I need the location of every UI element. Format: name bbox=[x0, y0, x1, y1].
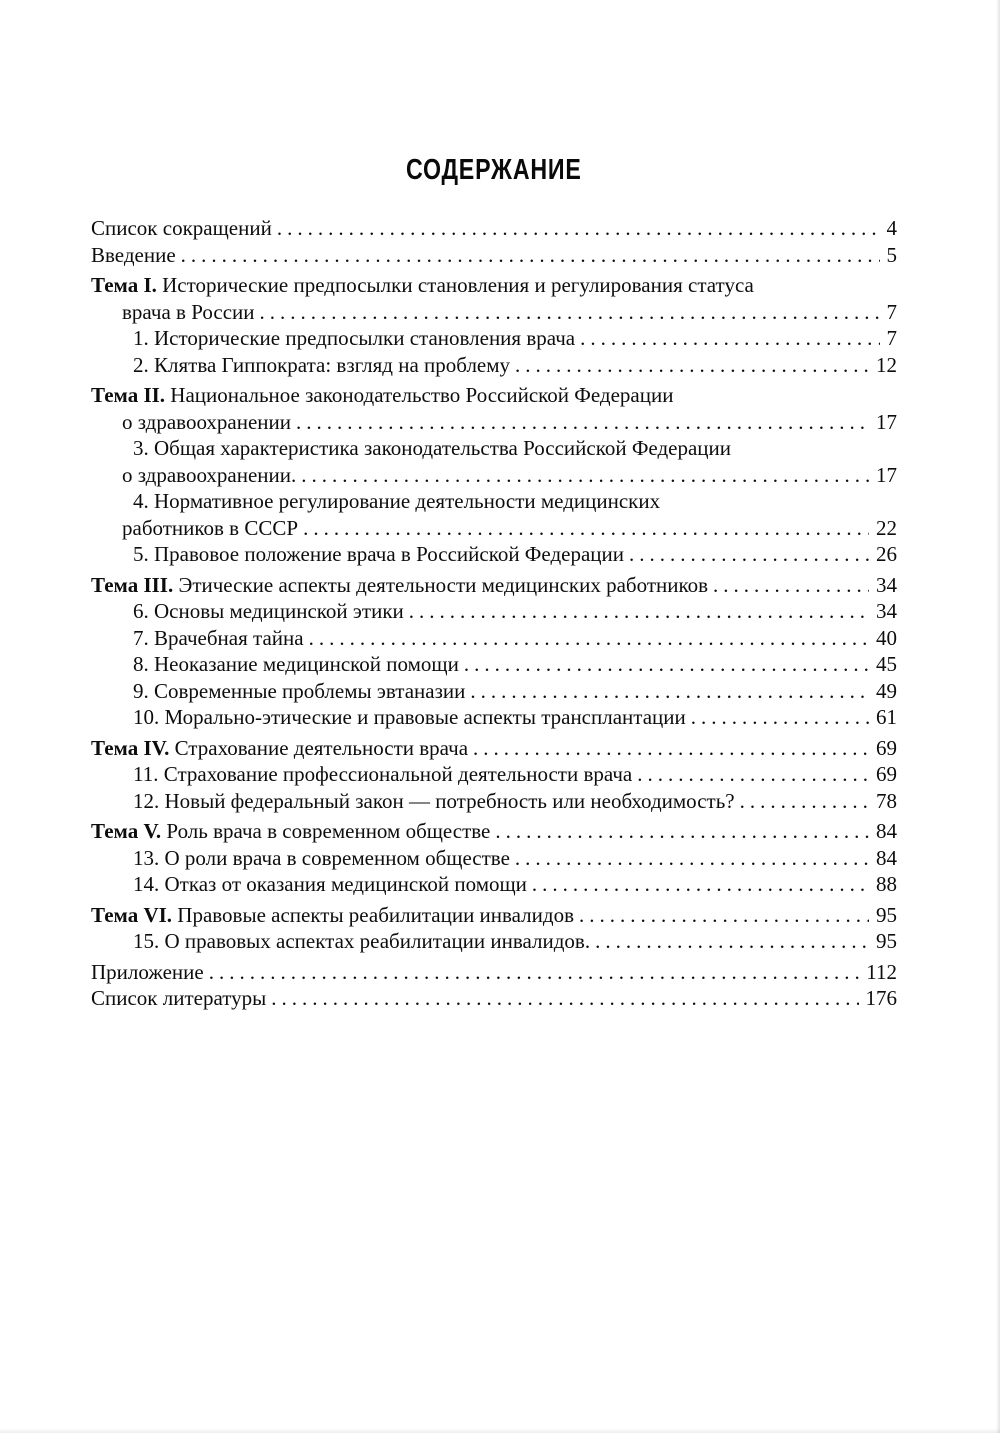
toc-row bbox=[91, 735, 897, 762]
toc-page-number: 95 bbox=[876, 929, 897, 953]
dot-leader bbox=[574, 902, 869, 929]
toc-entry-text: Этические аспекты деятельности медицинских работников bbox=[178, 572, 709, 597]
toc-page-number: 69 bbox=[876, 735, 897, 760]
toc-page-number: 7 bbox=[886, 326, 897, 350]
toc-entry-text: о здравоохранении. bbox=[122, 462, 297, 487]
dot-leader bbox=[296, 462, 869, 489]
toc-page-number: 49 bbox=[876, 678, 897, 703]
page-title: СОДЕРЖАНИЕ bbox=[406, 154, 582, 186]
toc-page-number: 4 bbox=[886, 216, 897, 240]
dot-leader bbox=[624, 541, 869, 568]
dot-leader bbox=[459, 651, 869, 678]
toc-page-number: 88 bbox=[876, 872, 897, 896]
toc-entry-text: 5. Правовое положение врача в Российской Федерации bbox=[133, 542, 624, 566]
dot-leader bbox=[255, 299, 880, 326]
toc-entry-text: Список сокращений bbox=[91, 216, 272, 240]
dot-leader bbox=[272, 215, 880, 242]
toc-row bbox=[91, 541, 897, 568]
title-container bbox=[91, 152, 897, 189]
toc-entry-prefix: Тема II. bbox=[91, 383, 166, 407]
dot-leader bbox=[510, 352, 869, 379]
toc-entry-text: 15. О правовых аспектах реабилитации инвалидов. bbox=[133, 929, 591, 953]
toc-row bbox=[91, 678, 897, 705]
toc-row bbox=[91, 435, 897, 462]
dot-leader bbox=[490, 818, 869, 845]
toc-entry-text: 8. Неоказание медицинской помощи bbox=[133, 652, 459, 676]
toc-entry-text: Страхование деятельности врача bbox=[174, 735, 469, 760]
toc-page-number: 26 bbox=[876, 542, 897, 566]
toc-entry-text: 4. Нормативное регулирование деятельности медицинских bbox=[133, 489, 661, 513]
toc-entry-text: 13. О роли врача в современном обществе bbox=[133, 845, 510, 870]
toc-entry-text: 7. Врачебная тайна bbox=[133, 625, 304, 650]
toc-entry-text: 9. Современные проблемы эвтаназии bbox=[133, 678, 466, 703]
toc-row bbox=[91, 902, 897, 929]
dot-leader bbox=[510, 845, 869, 872]
dot-leader bbox=[298, 515, 869, 542]
toc-page-number: 95 bbox=[876, 902, 897, 927]
toc-row bbox=[91, 352, 897, 379]
toc-entry-text: Список литературы bbox=[91, 986, 267, 1010]
toc-page-number: 84 bbox=[876, 845, 897, 870]
toc-row bbox=[91, 871, 897, 898]
dot-leader bbox=[632, 761, 869, 788]
dot-leader bbox=[404, 598, 869, 625]
toc-row bbox=[91, 382, 897, 409]
toc-page-number: 45 bbox=[876, 652, 897, 676]
toc-entry-prefix: Тема V. bbox=[91, 819, 162, 843]
toc-entry-text: 3. Общая характеристика законодательства Российской Федерации bbox=[133, 436, 731, 460]
dot-leader bbox=[176, 242, 880, 269]
toc-row bbox=[91, 462, 897, 489]
dot-leader bbox=[468, 735, 869, 762]
toc-entry-text: 10. Морально-этические и правовые аспекты трансплантации bbox=[133, 705, 686, 729]
toc-entry-prefix: Тема III. bbox=[91, 572, 174, 597]
toc-row bbox=[91, 818, 897, 845]
dot-leader bbox=[204, 959, 860, 986]
toc-row bbox=[91, 625, 897, 652]
toc-row bbox=[91, 959, 897, 986]
dot-leader bbox=[304, 625, 869, 652]
toc-page-number: 84 bbox=[876, 819, 897, 843]
toc-page-number: 61 bbox=[876, 705, 897, 729]
toc-page-number: 40 bbox=[876, 625, 897, 650]
toc-row bbox=[91, 242, 897, 269]
toc-entry-prefix: Тема IV. bbox=[91, 735, 170, 760]
toc-entry-prefix: Тема I. bbox=[91, 273, 157, 297]
dot-leader bbox=[686, 704, 869, 731]
toc-entry-text: Приложение bbox=[91, 959, 204, 984]
toc-entry-text: 2. Клятва Гиппократа: взгляд на проблему bbox=[133, 352, 511, 377]
toc-row bbox=[91, 928, 897, 955]
toc-entry-text: Роль врача в современном обществе bbox=[166, 819, 491, 843]
toc-page-number: 17 bbox=[876, 462, 897, 487]
toc-row bbox=[91, 272, 897, 299]
dot-leader bbox=[465, 678, 869, 705]
toc-entry-text: работников в СССР bbox=[122, 515, 299, 540]
toc-row bbox=[91, 985, 897, 1012]
toc-page-number: 112 bbox=[866, 959, 897, 984]
toc-entry-text: врача в России bbox=[122, 299, 255, 324]
toc-row bbox=[91, 598, 897, 625]
toc-page-number: 69 bbox=[876, 762, 897, 786]
toc-entry-text: 1. Исторические предпосылки становления врача bbox=[133, 326, 576, 350]
dot-leader bbox=[527, 871, 869, 898]
toc-page-number: 78 bbox=[876, 788, 897, 813]
toc-row bbox=[91, 299, 897, 326]
toc-row bbox=[91, 704, 897, 731]
toc-entry-text: 6. Основы медицинской этики bbox=[133, 599, 404, 623]
toc-entry-text: 11. Страхование профессиональной деятельности врача bbox=[133, 762, 633, 786]
dot-leader bbox=[590, 928, 869, 955]
toc-entry-text: Исторические предпосылки становления и регулирования статуса bbox=[162, 273, 754, 297]
toc-entry-prefix: Тема VI. bbox=[91, 902, 173, 927]
toc-page-number: 34 bbox=[876, 599, 897, 623]
toc-row bbox=[91, 845, 897, 872]
toc-row bbox=[91, 651, 897, 678]
toc-row bbox=[91, 572, 897, 599]
toc-page-number: 12 bbox=[876, 352, 897, 377]
toc-row bbox=[91, 325, 897, 352]
toc-entry-text: Введение bbox=[91, 242, 176, 267]
toc-page-number: 176 bbox=[865, 986, 897, 1010]
table-of-contents bbox=[91, 215, 897, 1012]
toc-row bbox=[91, 409, 897, 436]
toc-entry-text: Национальное законодательство Российской Федерации bbox=[170, 383, 674, 407]
dot-leader bbox=[708, 572, 869, 599]
toc-row bbox=[91, 215, 897, 242]
toc-page-number: 22 bbox=[876, 515, 897, 540]
dot-leader bbox=[575, 325, 879, 352]
toc-page-number: 5 bbox=[886, 242, 897, 267]
toc-entry-text: 14. Отказ от оказания медицинской помощи bbox=[133, 872, 527, 896]
toc-entry-text: 12. Новый федеральный закон — потребность или необходимость? bbox=[133, 788, 735, 813]
toc-entry-text: о здравоохранении bbox=[122, 409, 292, 434]
dot-leader bbox=[291, 409, 869, 436]
dot-leader bbox=[266, 985, 858, 1012]
toc-page-number: 7 bbox=[886, 299, 897, 324]
toc-entry-text: Правовые аспекты реабилитации инвалидов bbox=[177, 902, 574, 927]
dot-leader bbox=[735, 788, 869, 815]
toc-row bbox=[91, 488, 897, 515]
toc-row bbox=[91, 788, 897, 815]
toc-page-number: 17 bbox=[876, 409, 897, 434]
toc-row bbox=[91, 761, 897, 788]
toc-row bbox=[91, 515, 897, 542]
toc-page-number: 34 bbox=[876, 572, 897, 597]
